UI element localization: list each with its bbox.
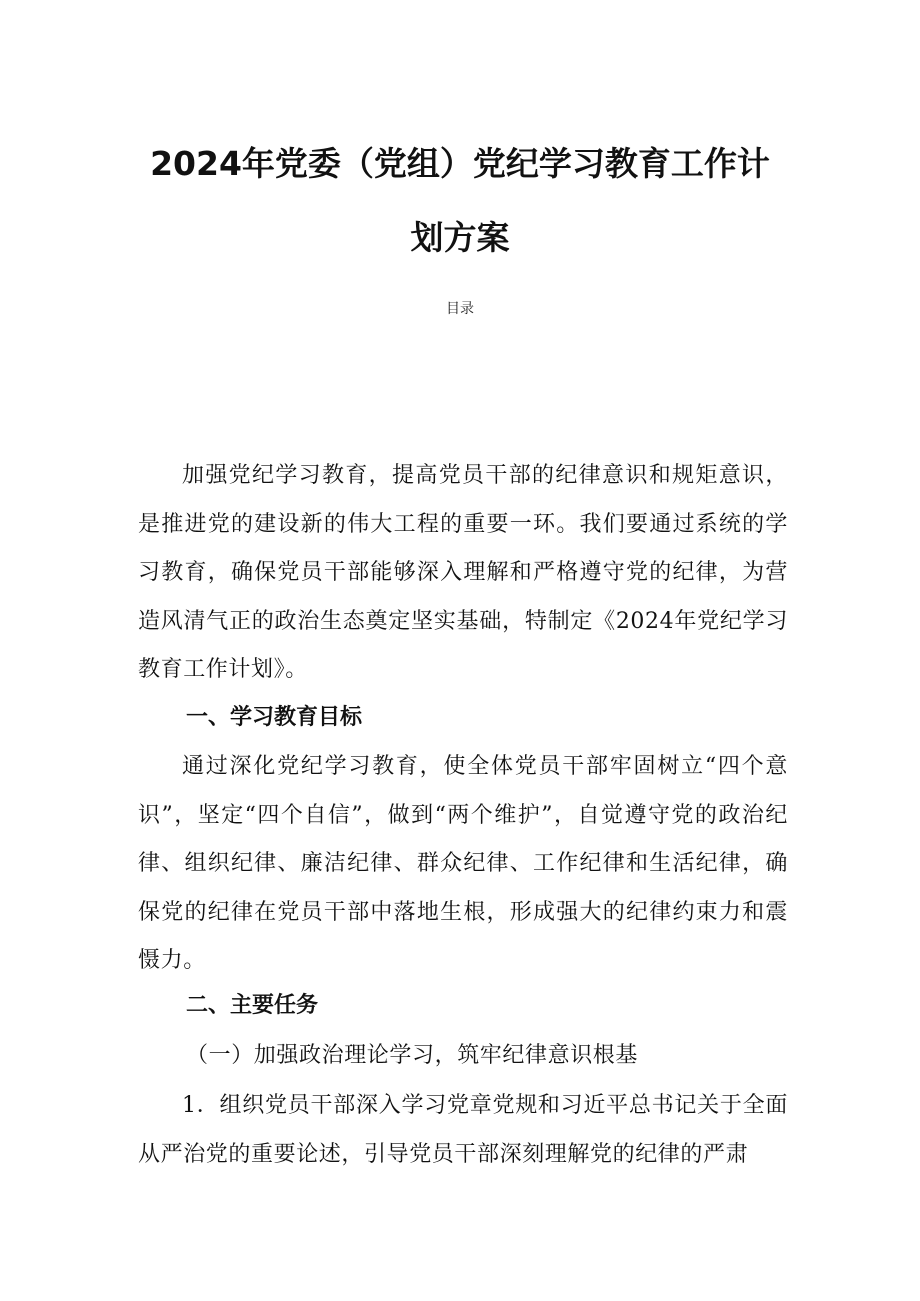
section-1-paragraph: 通过深化党纪学习教育，使全体党员干部牢固树立“四个意识”，坚定“四个自信”，做到“两个维护”，自觉遵守党的政治纪律、组织纪律、廉洁纪律、群众纪律、工作纪律和生活纪律，确保党的纪律在党员干部中落地生根，形成强大的纪律约束力和震慑力。: [138, 754, 788, 973]
document-title-line-1: 2024年党委（党组）党纪学习教育工作计: [150, 144, 770, 183]
intro-paragraph: 加强党纪学习教育，提高党员干部的纪律意识和规矩意识，是推进党的建设新的伟大工程的重要一环。我们要通过系统的学习教育，确保党员干部能够深入理解和严格遵守党的纪律，为营造风清气正的政治生态奠定坚实基础，特制定《2024年党纪学习教育工作计划》。: [138, 463, 788, 682]
section-2-subheading-1: （一）加强政治理论学习，筑牢纪律意识根基: [186, 1043, 639, 1068]
section-1-heading: 一、学习教育目标: [186, 705, 363, 730]
section-2-heading: 二、主要任务: [186, 993, 319, 1018]
section-2-item-1: 1．组织党员干部深入学习党章党规和习近平总书记关于全面从严治党的重要论述，引导党员干部深刻理解党的纪律的严肃: [138, 1093, 788, 1167]
document-title-line-2: 划方案: [410, 218, 510, 257]
table-of-contents-label: 目录: [446, 301, 474, 317]
